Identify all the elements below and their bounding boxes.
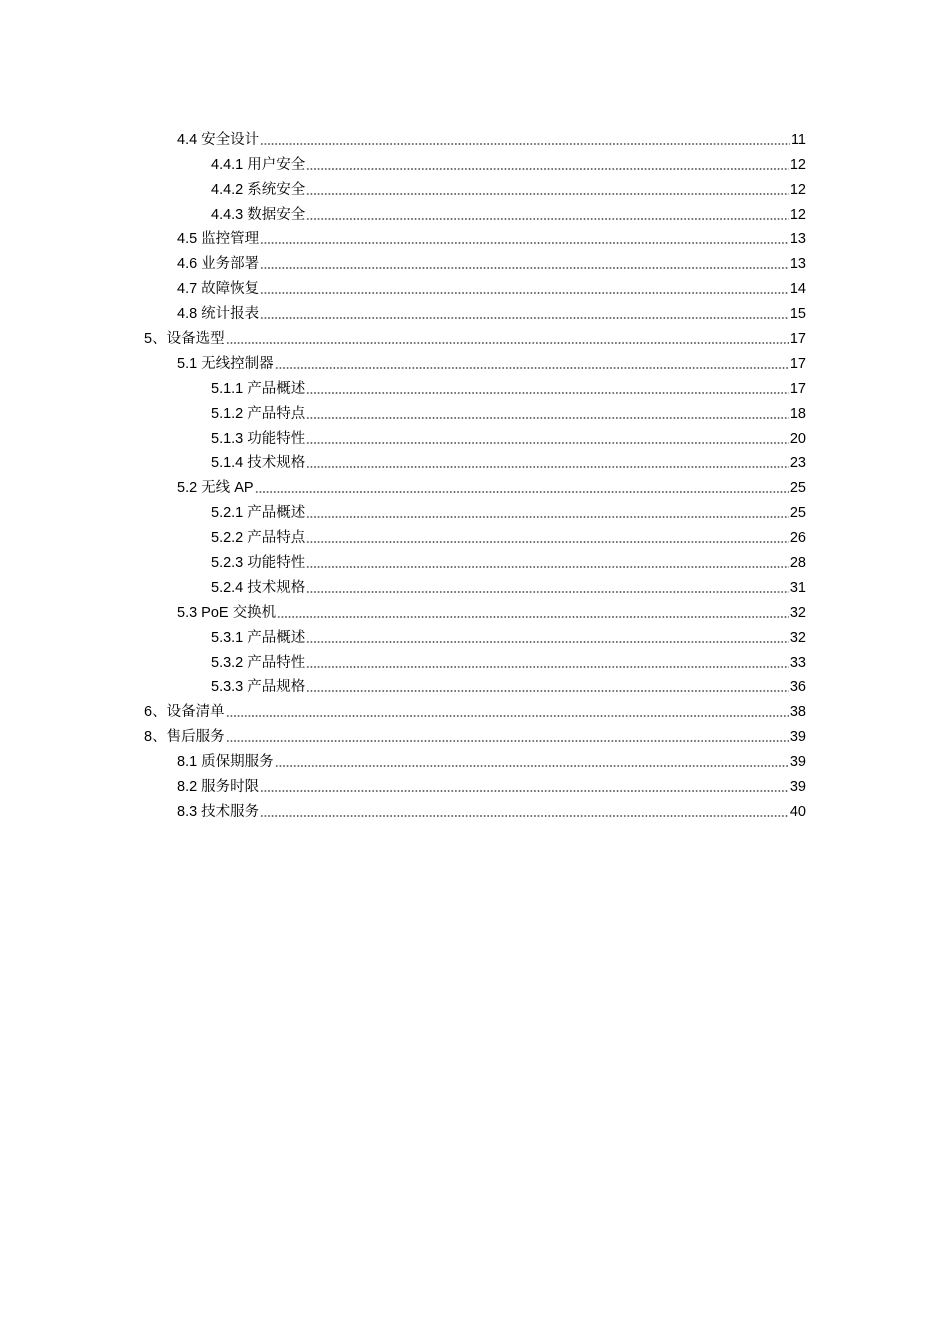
toc-dot-leader <box>226 342 789 344</box>
toc-entry[interactable] <box>0 373 950 398</box>
toc-entry-title: 用户安全 <box>247 156 306 173</box>
toc-dot-leader <box>260 790 789 792</box>
toc-entry-title: 技术规格 <box>247 579 306 596</box>
toc-entry[interactable] <box>0 597 950 622</box>
toc-entry-title: 业务部署 <box>201 256 260 273</box>
toc-entry[interactable] <box>0 323 950 348</box>
toc-entry[interactable] <box>0 771 950 796</box>
toc-entry-page-number: 15 <box>789 306 806 323</box>
toc-entry-line <box>211 678 806 696</box>
toc-entry-title: 功能特性 <box>247 430 306 447</box>
toc-entry-title: PoE 交换机 <box>201 604 277 621</box>
toc-entry-number: 5.2.2 <box>211 530 244 547</box>
toc-entry[interactable] <box>0 647 950 672</box>
toc-entry[interactable] <box>0 497 950 522</box>
toc-entry-title: 产品规格 <box>247 679 306 696</box>
toc-entry[interactable] <box>0 124 950 149</box>
toc-dot-leader <box>260 143 790 145</box>
toc-entry-page-number: 17 <box>789 331 806 348</box>
toc-entry-page-number: 11 <box>790 131 806 148</box>
toc-entry[interactable] <box>0 746 950 771</box>
toc-dot-leader <box>260 317 789 319</box>
toc-entry-number: 5、 <box>144 331 167 348</box>
toc-entry-number: 5.1.2 <box>211 405 244 422</box>
toc-dot-leader <box>306 392 789 394</box>
toc-entry-line <box>144 728 806 746</box>
toc-entry-line <box>177 479 806 497</box>
toc-entry-page-number: 32 <box>789 629 806 646</box>
toc-dot-leader <box>306 442 789 444</box>
toc-entry-line <box>144 330 806 348</box>
toc-entry-title: 系统安全 <box>247 181 306 198</box>
toc-entry-number: 4.7 <box>177 281 198 298</box>
toc-entry-page-number: 20 <box>789 430 806 447</box>
toc-entry-line <box>177 604 806 622</box>
toc-entry-line <box>177 305 806 323</box>
toc-entry-number: 5.3.1 <box>211 629 244 646</box>
toc-entry-title: 产品概述 <box>247 380 306 397</box>
toc-entry[interactable] <box>0 448 950 473</box>
toc-dot-leader <box>306 690 789 692</box>
toc-entry-page-number: 12 <box>789 181 806 198</box>
toc-entry-page-number: 36 <box>789 679 806 696</box>
toc-dot-leader <box>226 740 789 742</box>
toc-entry-page-number: 25 <box>789 505 806 522</box>
toc-entry-page-number: 13 <box>789 256 806 273</box>
toc-dot-leader <box>306 417 789 419</box>
toc-entry-number: 4.4.1 <box>211 156 244 173</box>
toc-entry-page-number: 31 <box>789 579 806 596</box>
toc-entry-number: 4.4 <box>177 131 198 148</box>
toc-entry-line <box>177 355 806 373</box>
toc-dot-leader <box>306 466 789 468</box>
toc-entry[interactable] <box>0 248 950 273</box>
toc-entry-page-number: 25 <box>789 480 806 497</box>
toc-dot-leader <box>306 566 789 568</box>
toc-entry[interactable] <box>0 174 950 199</box>
toc-dot-leader <box>306 591 789 593</box>
toc-entry-number: 5.2 <box>177 480 198 497</box>
toc-entry-page-number: 26 <box>789 530 806 547</box>
toc-entry[interactable] <box>0 472 950 497</box>
toc-entry-line <box>177 230 806 248</box>
toc-entry-page-number: 38 <box>789 704 806 721</box>
toc-entry-line <box>211 504 806 522</box>
toc-entry-number: 4.8 <box>177 306 198 323</box>
toc-entry-line <box>144 703 806 721</box>
toc-entry-line <box>211 380 806 398</box>
toc-entry-line <box>211 405 806 423</box>
toc-entry-number: 8.3 <box>177 803 198 820</box>
toc-entry-title: 服务时限 <box>201 779 260 796</box>
toc-entry[interactable] <box>0 547 950 572</box>
table-of-contents <box>0 124 950 821</box>
toc-entry-title: 售后服务 <box>166 729 225 746</box>
toc-entry-page-number: 39 <box>789 729 806 746</box>
toc-dot-leader <box>275 367 789 369</box>
toc-entry[interactable] <box>0 721 950 746</box>
toc-entry[interactable] <box>0 522 950 547</box>
toc-entry-page-number: 17 <box>789 380 806 397</box>
toc-entry-page-number: 14 <box>789 281 806 298</box>
toc-entry-line <box>211 654 806 672</box>
toc-entry-page-number: 40 <box>789 803 806 820</box>
toc-entry-page-number: 12 <box>789 206 806 223</box>
toc-entry[interactable] <box>0 572 950 597</box>
toc-entry-number: 5.2.3 <box>211 555 244 572</box>
toc-entry-line <box>211 554 806 572</box>
toc-entry[interactable] <box>0 199 950 224</box>
toc-entry-line <box>177 280 806 298</box>
toc-dot-leader <box>306 193 789 195</box>
toc-entry-number: 5.2.4 <box>211 579 244 596</box>
toc-entry-line <box>211 629 806 647</box>
toc-dot-leader <box>275 765 789 767</box>
toc-entry-number: 6、 <box>144 704 167 721</box>
toc-entry-title: 安全设计 <box>201 131 260 148</box>
toc-entry[interactable] <box>0 696 950 721</box>
toc-entry-title: 统计报表 <box>201 306 260 323</box>
toc-entry-number: 8.1 <box>177 754 198 771</box>
toc-entry-title: 功能特性 <box>247 555 306 572</box>
toc-entry-page-number: 32 <box>789 604 806 621</box>
toc-dot-leader <box>260 292 789 294</box>
toc-entry-number: 8.2 <box>177 779 198 796</box>
toc-entry[interactable] <box>0 622 950 647</box>
toc-entry-line <box>177 753 806 771</box>
toc-entry[interactable] <box>0 672 950 697</box>
toc-entry-number: 8、 <box>144 729 167 746</box>
toc-entry-number: 4.5 <box>177 231 198 248</box>
toc-entry[interactable] <box>0 423 950 448</box>
toc-entry[interactable] <box>0 796 950 821</box>
toc-dot-leader <box>306 541 789 543</box>
toc-dot-leader <box>306 516 789 518</box>
toc-dot-leader <box>306 641 789 643</box>
toc-entry[interactable] <box>0 398 950 423</box>
toc-entry-line <box>177 255 806 273</box>
toc-entry-title: 质保期服务 <box>201 754 274 771</box>
toc-entry-title: 监控管理 <box>201 231 260 248</box>
toc-entry-number: 5.1.1 <box>211 380 244 397</box>
toc-entry-number: 5.2.1 <box>211 505 244 522</box>
toc-entry-page-number: 17 <box>789 355 806 372</box>
toc-entry[interactable] <box>0 224 950 249</box>
toc-entry-line <box>211 156 806 174</box>
toc-entry-title: 数据安全 <box>247 206 306 223</box>
toc-entry-title: 产品概述 <box>247 629 306 646</box>
toc-entry[interactable] <box>0 298 950 323</box>
toc-entry-number: 5.1.4 <box>211 455 244 472</box>
toc-entry-number: 4.6 <box>177 256 198 273</box>
toc-entry-page-number: 39 <box>789 779 806 796</box>
toc-entry-page-number: 33 <box>789 654 806 671</box>
toc-dot-leader <box>255 491 789 493</box>
toc-dot-leader <box>306 218 789 220</box>
toc-entry-line <box>177 803 806 821</box>
toc-entry-number: 5.1.3 <box>211 430 244 447</box>
toc-dot-leader <box>260 815 789 817</box>
toc-dot-leader <box>260 242 789 244</box>
toc-entry-line <box>211 454 806 472</box>
toc-entry-line <box>211 206 806 224</box>
toc-entry-page-number: 23 <box>789 455 806 472</box>
toc-entry-title: 技术规格 <box>247 455 306 472</box>
toc-entry-title: 无线控制器 <box>201 355 274 372</box>
toc-entry-line <box>177 131 806 149</box>
toc-entry-number: 4.4.3 <box>211 206 244 223</box>
toc-entry-page-number: 12 <box>789 156 806 173</box>
toc-entry-title: 故障恢复 <box>201 281 260 298</box>
toc-entry-page-number: 39 <box>789 754 806 771</box>
toc-entry-line <box>211 529 806 547</box>
toc-entry-line <box>211 579 806 597</box>
toc-entry-line <box>211 181 806 199</box>
toc-entry[interactable] <box>0 273 950 298</box>
toc-dot-leader <box>260 267 789 269</box>
toc-dot-leader <box>306 666 789 668</box>
toc-dot-leader <box>306 168 789 170</box>
toc-entry-title: 产品特点 <box>247 405 306 422</box>
toc-entry-title: 技术服务 <box>201 803 260 820</box>
toc-entry[interactable] <box>0 348 950 373</box>
toc-entry-line <box>211 430 806 448</box>
toc-entry-page-number: 28 <box>789 555 806 572</box>
toc-entry-number: 5.3 <box>177 604 198 621</box>
toc-entry-line <box>177 778 806 796</box>
toc-entry-title: 无线 AP <box>201 480 254 497</box>
toc-entry-number: 5.1 <box>177 355 198 372</box>
toc-entry-title: 设备清单 <box>166 704 225 721</box>
toc-entry[interactable] <box>0 149 950 174</box>
toc-dot-leader <box>277 616 789 618</box>
toc-entry-title: 产品特点 <box>247 530 306 547</box>
toc-entry-title: 设备选型 <box>166 331 225 348</box>
toc-entry-title: 产品特性 <box>247 654 306 671</box>
toc-entry-page-number: 13 <box>789 231 806 248</box>
toc-entry-number: 5.3.3 <box>211 679 244 696</box>
toc-entry-title: 产品概述 <box>247 505 306 522</box>
toc-dot-leader <box>226 715 789 717</box>
toc-entry-number: 5.3.2 <box>211 654 244 671</box>
toc-entry-number: 4.4.2 <box>211 181 244 198</box>
toc-entry-page-number: 18 <box>789 405 806 422</box>
